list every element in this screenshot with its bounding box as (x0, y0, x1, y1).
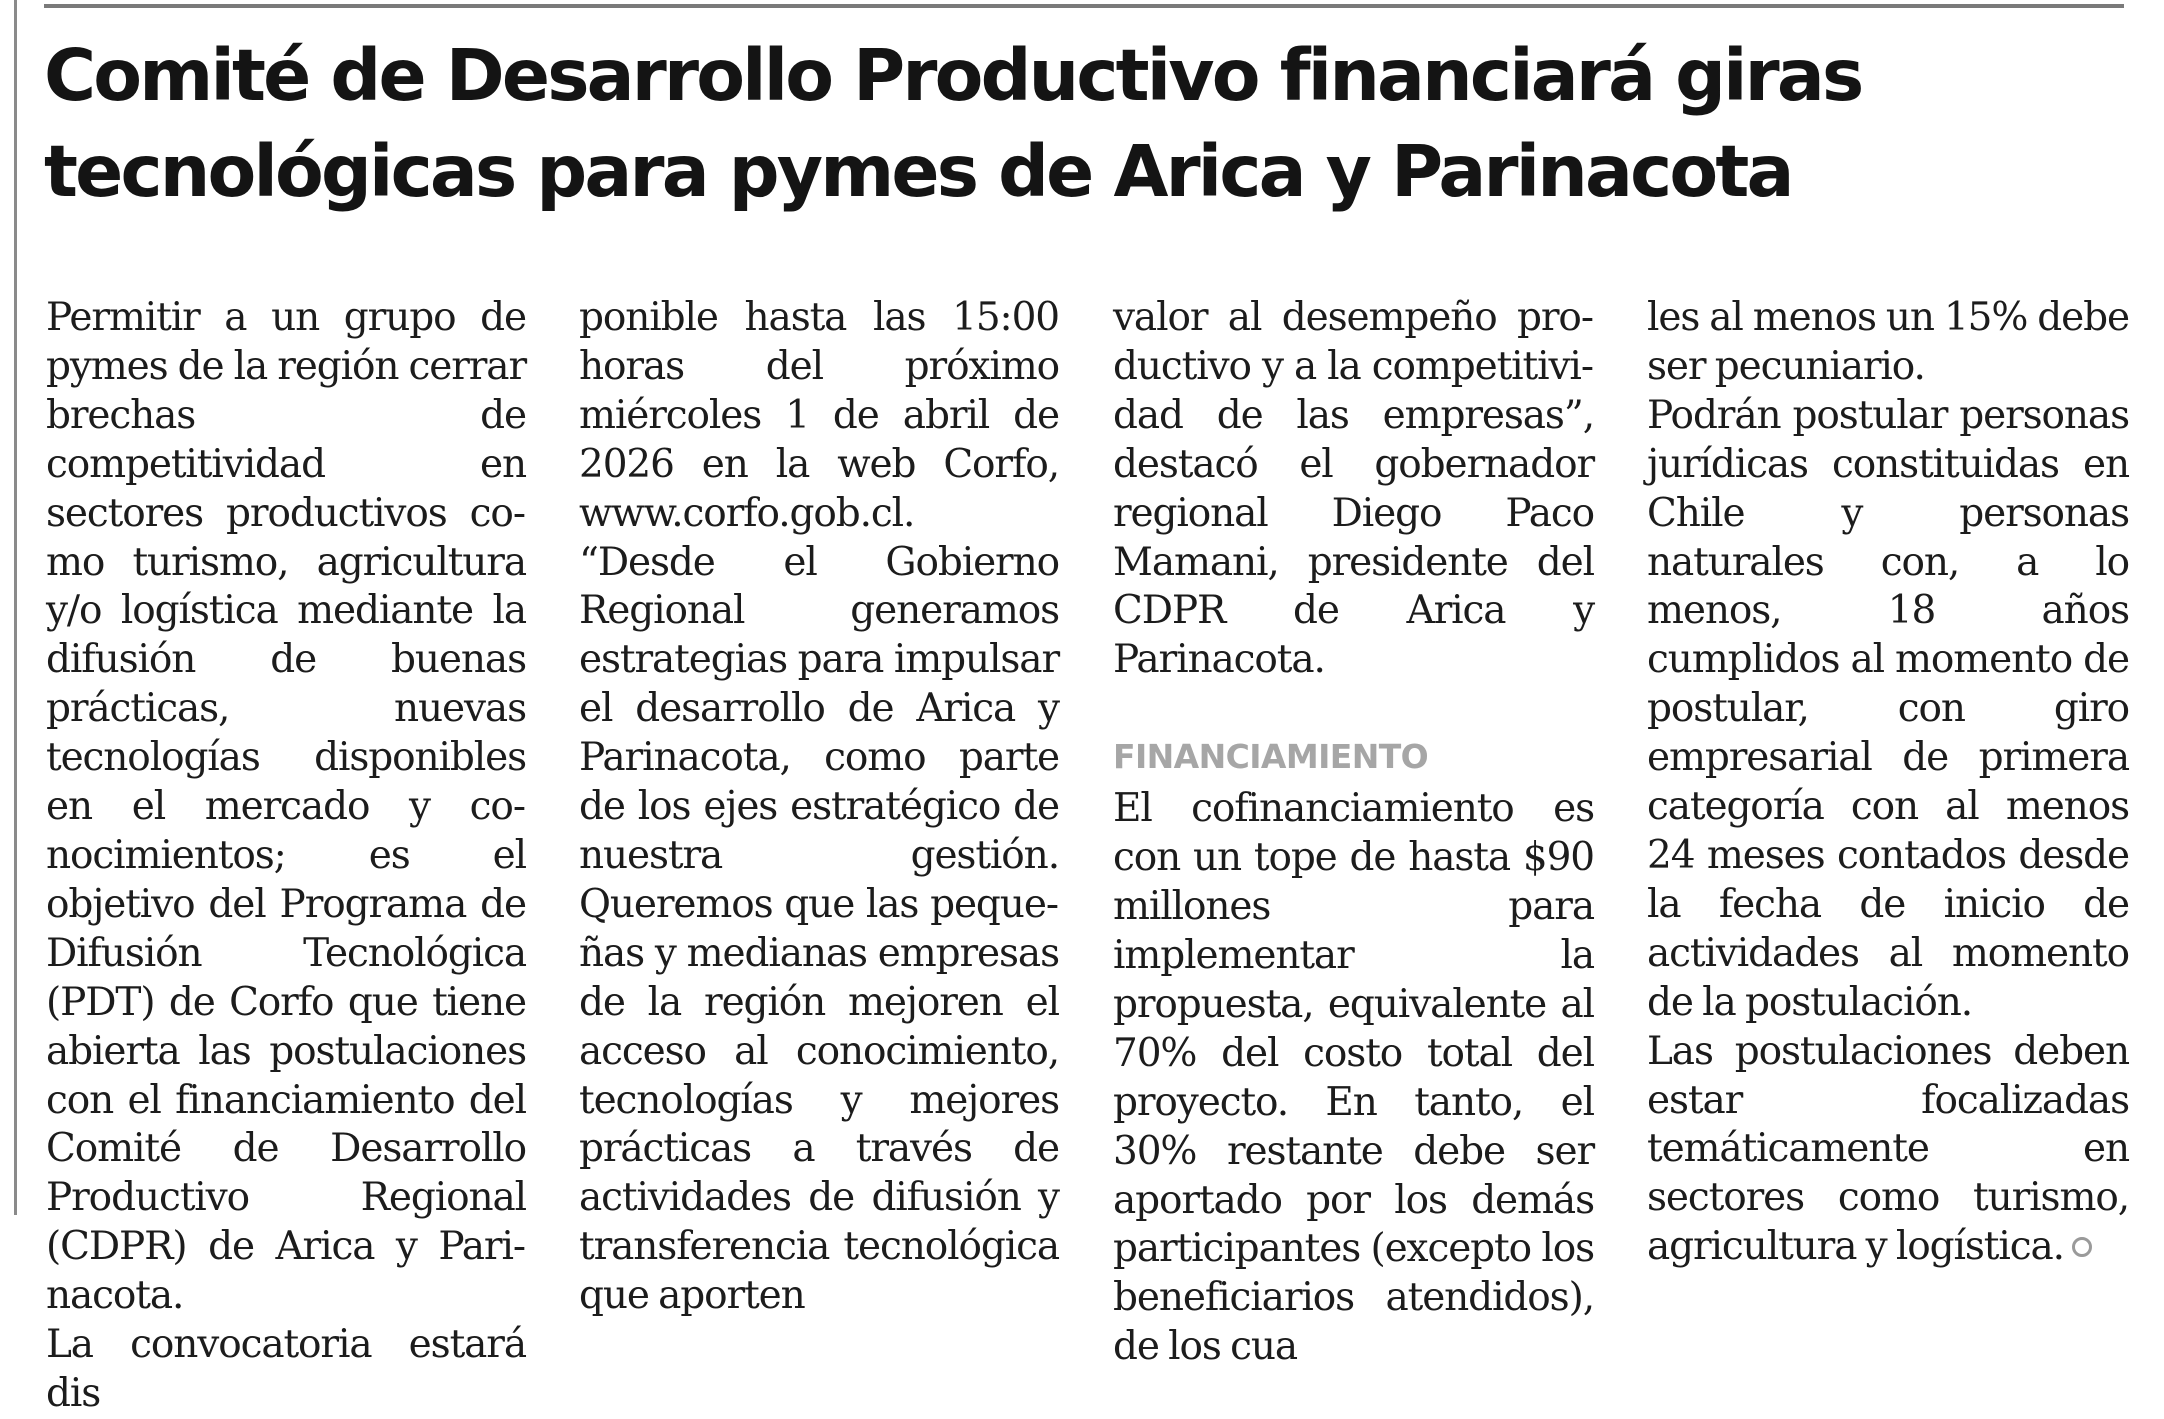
quote-paragraph: “Desde el Gobierno Regional generamos estrategias para impulsar el desarrollo de Arica y Parinacota, como parte de los ejes estratégico de nuestra gestión. Queremos que las pequeñas y medianas empresas de la región mejoren el acceso al conocimiento, tecnologías y mejores prácticas a través de actividades de difusión y transferencia tecnológica que aporten (579, 539, 1059, 1319)
body-paragraph: les al menos un 15% debe ser pecuniario. (1647, 295, 2129, 389)
body-paragraph: Podrán postular personas jurídicas constituidas en Chile y personas naturales con, a lo menos, 18 años cumplidos al momento de postular, con giro empresarial de primera categoría con al menos 24 meses contados desde la fecha de inicio de actividades al momento de la postulación. (1647, 392, 2129, 1025)
body-paragraph: ponible hasta las 15:00 horas del próximo miércoles 1 de abril de 2026 en la web Corfo, www.corfo.gob.cl. (579, 295, 1059, 536)
end-of-article-icon (2072, 1237, 2092, 1257)
article-column-2 (579, 294, 1059, 1321)
headline-line-2: tecnológicas para pymes de Arica y Parinacota (44, 130, 1792, 213)
headline-line-1: Comité de Desarrollo Productivo financiará giras (44, 34, 1862, 117)
article-headline (44, 28, 2144, 220)
closing-text: Las postulaciones deben estar focalizadas temáticamente en sectores como turismo, agricultura y logística. (1647, 1028, 2129, 1270)
article-column-4 (1647, 294, 2129, 1272)
closing-paragraph (1647, 1028, 2129, 1273)
body-paragraph: La convocatoria estará dis (46, 1322, 526, 1416)
article-column-3 (1113, 294, 1594, 1372)
column-rule (14, 0, 17, 1215)
top-rule (44, 4, 2124, 8)
body-paragraph: valor al desempeño productivo y a la competitividad de las empresas”, destacó el gobernador regional Diego Paco Mamani, presidente del CDPR de Arica y Parinacota. (1113, 295, 1594, 683)
body-paragraph: El cofinanciamiento es con un tope de hasta $90 millones para implementar la propuesta, equivalente al 70% del costo total del proyecto. En tanto, el 30% restante debe ser aportado por los demás participantes (excepto los beneficiarios atendidos), de los cua (1113, 786, 1594, 1370)
section-subhead: FINANCIAMIENTO (1113, 737, 1429, 777)
body-paragraph: Permitir a un grupo de pymes de la región cerrar brechas de competitividad en sectores productivos como turismo, agricultura y/o logística mediante la difusión de buenas prácticas, nuevas tecnologías disponibles en el mercado y conocimientos; es el objetivo del Programa de Difusión Tecnológica (PDT) de Corfo que tiene abierta las postulaciones con el financiamiento del Comité de Desarrollo Productivo Regional (CDPR) de Arica y Parinacota. (46, 295, 526, 1319)
article-column-1 (46, 294, 526, 1419)
